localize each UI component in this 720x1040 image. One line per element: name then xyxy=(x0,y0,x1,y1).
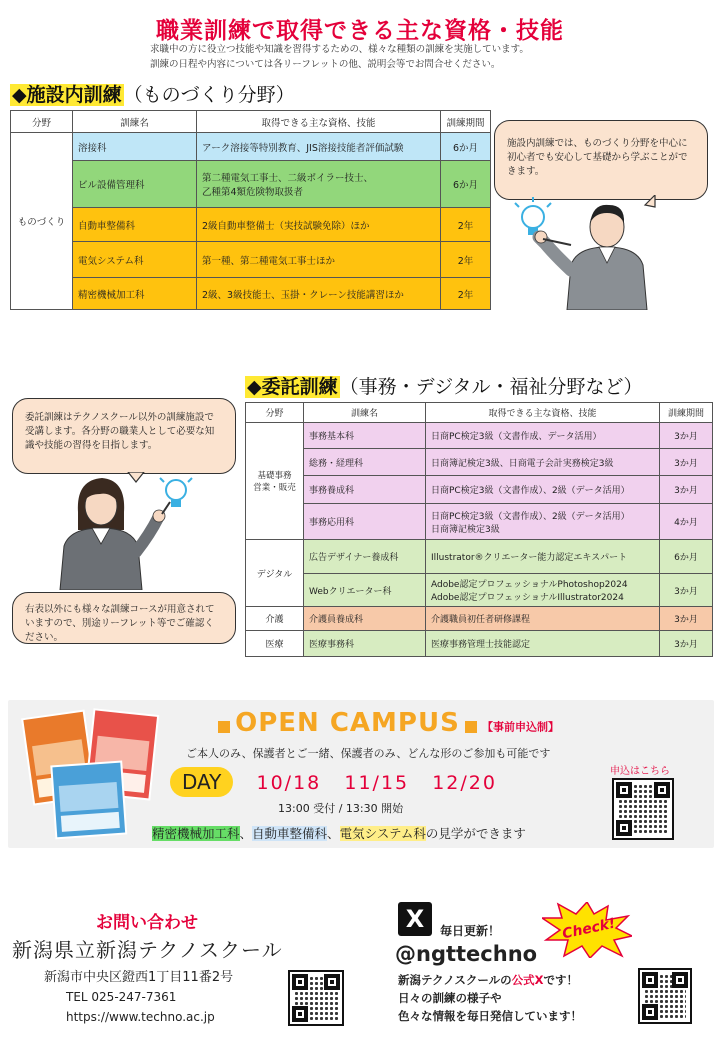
period: 3か月 xyxy=(660,423,713,449)
field-cell: デジタル xyxy=(246,540,304,607)
col-header-period: 訓練期間 xyxy=(660,403,713,423)
period: 3か月 xyxy=(660,607,713,631)
apply-label: 申込はこちら xyxy=(610,766,670,777)
table-row xyxy=(246,423,713,449)
tour-course: 精密機械加工科 xyxy=(152,826,240,841)
event-date: 11/15 xyxy=(344,772,410,794)
qualification-line: 第二種電気工事士、二級ボイラー技士、 xyxy=(202,173,374,184)
period: 6か月 xyxy=(660,540,713,574)
col-header-field: 分野 xyxy=(246,403,304,423)
intro-line-2: 訓練の日程や内容については各リーフレットの他、説明会等でお問合せください。 xyxy=(150,59,501,70)
orange-square-icon xyxy=(465,721,477,733)
table-row xyxy=(11,242,491,278)
table-row xyxy=(246,631,713,657)
section2-bubble-note: 右表以外にも様々な訓練コースが用意されていますので、別途リーフレット等でご確認ください。 xyxy=(25,604,215,643)
qualification: 日商簿記検定3級、日商電子会計実務検定3級 xyxy=(426,449,660,476)
course-name: 介護員養成科 xyxy=(304,607,426,631)
course-name: 電気システム科 xyxy=(73,242,197,278)
x-logo-icon[interactable]: X xyxy=(398,902,432,936)
woman-staff-illustration xyxy=(40,472,240,590)
orange-square-icon xyxy=(218,721,230,733)
tour-separator: 、 xyxy=(327,826,340,841)
section2-heading: ◆委託訓練 xyxy=(247,376,338,398)
sns-line-2: 日々の訓練の様子や xyxy=(398,991,502,1005)
course-name: 事務基本科 xyxy=(304,423,426,449)
period: 3か月 xyxy=(660,449,713,476)
sns-update-label: 毎日更新！ xyxy=(440,924,501,938)
section1-heading: ◆施設内訓練 xyxy=(12,84,122,106)
qualification-line: Adobe認定プロフェッショナルPhotoshop2024 xyxy=(431,580,628,590)
open-campus-heading xyxy=(218,708,559,738)
sns-line-1-post: です！ xyxy=(543,973,578,987)
website-qr-code[interactable] xyxy=(288,970,344,1026)
event-time: 13:00 受付 / 13:30 開始 xyxy=(278,802,404,815)
qualification: 第一種、第二種電気工事士ほか xyxy=(197,242,441,278)
field-cell: ものづくり xyxy=(11,133,73,310)
tour-course: 電気システム科 xyxy=(339,826,426,841)
course-name: Webクリエーター科 xyxy=(304,574,426,607)
qualification xyxy=(426,574,660,607)
x-handle[interactable]: @ngttechno xyxy=(395,942,538,966)
section1-subtitle: （ものづくり分野） xyxy=(123,84,295,106)
course-name: 溶接科 xyxy=(73,133,197,161)
col-header-qualification: 取得できる主な資格、技能 xyxy=(197,111,441,133)
event-date: 10/18 xyxy=(256,772,322,794)
qualification xyxy=(426,504,660,540)
table-row xyxy=(11,278,491,310)
period: 2年 xyxy=(441,278,491,310)
apply-qr-code[interactable] xyxy=(612,778,674,840)
lightbulb-icon xyxy=(160,478,192,507)
qualification: 医療事務管理士技能認定 xyxy=(426,631,660,657)
qualification-line: 日商簿記検定3級 xyxy=(431,524,500,535)
check-badge-text: Check! xyxy=(560,915,617,943)
field-cell: 介護 xyxy=(246,607,304,631)
reservation-tag: 【事前申込制】 xyxy=(481,720,559,734)
event-dates xyxy=(170,770,497,794)
sns-line-1 xyxy=(398,972,578,988)
table-row xyxy=(11,208,491,242)
section2-bubble-text: 委託訓練はテクノスクール以外の訓練施設で受講します。各分野の職業人として必要な知識や技能の習得を目指します。 xyxy=(25,412,215,451)
section2-speech-bubble-bottom xyxy=(12,592,236,644)
course-name: 自動車整備科 xyxy=(73,208,197,242)
open-campus-description: ご本人のみ、保護者とご一緒、保護者のみ、どんな形のご参加も可能です xyxy=(186,747,551,760)
field-cell: 医療 xyxy=(246,631,304,657)
table-row xyxy=(246,476,713,504)
qualification: 日商PC検定3級（文書作成）、2級（データ活用） xyxy=(426,476,660,504)
sns-line-1-em: 公式X xyxy=(511,973,544,987)
section2-speech-bubble-top xyxy=(12,398,236,474)
tour-separator: 、 xyxy=(239,826,253,841)
table-row xyxy=(246,449,713,476)
x-account-qr-code[interactable] xyxy=(638,968,692,1024)
period: 2年 xyxy=(441,242,491,278)
open-campus-title: OPEN CAMPUS xyxy=(235,708,460,738)
qualification-line: 日商PC検定3級（文書作成）、2級（データ活用） xyxy=(431,511,630,522)
sns-line-1-pre: 新潟テクノスクールの xyxy=(398,973,512,987)
field-cell: 基礎事務 営業・販売 xyxy=(246,423,304,540)
section1-speech-bubble xyxy=(494,120,708,200)
period: 6か月 xyxy=(441,161,491,208)
qualification: Illustrator®クリエーター能力認定エキスパート xyxy=(426,540,660,574)
table-row xyxy=(246,540,713,574)
section1-bubble-text: 施設内訓練では、ものづくり分野を中心に初心者でも安心して基礎から学ぶことができます。 xyxy=(507,138,688,177)
col-header-qualification: 取得できる主な資格、技能 xyxy=(426,403,660,423)
course-name: 医療事務科 xyxy=(304,631,426,657)
school-tel: TEL 025-247-7361 xyxy=(66,990,177,1004)
table-row xyxy=(246,607,713,631)
period: 6か月 xyxy=(441,133,491,161)
section2-table xyxy=(245,402,713,657)
intro-line-1: 求職中の方に役立つ技能や知識を習得するための、様々な種類の訓練を実施しています。 xyxy=(150,44,529,55)
day-label: DAY xyxy=(170,767,233,797)
period: 3か月 xyxy=(660,631,713,657)
col-header-course: 訓練名 xyxy=(304,403,426,423)
col-header-period: 訓練期間 xyxy=(441,111,491,133)
school-name: 新潟県立新潟テクノスクール xyxy=(12,938,283,962)
qualification xyxy=(197,161,441,208)
page-title: 職業訓練で取得できる主な資格・技能 xyxy=(156,18,564,44)
course-name: 精密機械加工科 xyxy=(73,278,197,310)
table-row xyxy=(246,504,713,540)
section1-title xyxy=(10,80,295,107)
tour-info xyxy=(152,824,526,842)
school-url[interactable]: https://www.techno.ac.jp xyxy=(66,1010,215,1024)
course-name: 広告デザイナー養成科 xyxy=(304,540,426,574)
lightbulb-icon xyxy=(515,197,551,235)
qualification: 2級、3級技能士、玉掛・クレーン技能講習ほか xyxy=(197,278,441,310)
course-name: ビル設備管理科 xyxy=(73,161,197,208)
period: 3か月 xyxy=(660,476,713,504)
section1-table xyxy=(10,110,491,310)
table-row xyxy=(11,161,491,208)
leaflet-photos-image xyxy=(18,708,166,840)
col-header-course: 訓練名 xyxy=(73,111,197,133)
qualification: 日商PC検定3級（文書作成、データ活用） xyxy=(426,423,660,449)
qualification: 2級自動車整備士（実技試験免除）ほか xyxy=(197,208,441,242)
school-address: 新潟市中央区鐙西1丁目11番2号 xyxy=(44,970,234,985)
period: 2年 xyxy=(441,208,491,242)
course-name: 総務・経理科 xyxy=(304,449,426,476)
qualification-line: Adobe認定プロフェッショナルIllustrator2024 xyxy=(431,593,624,603)
sns-line-3: 色々な情報を毎日発信しています！ xyxy=(398,1009,582,1023)
period: 3か月 xyxy=(660,574,713,607)
qualification: アーク溶接等特別教育、JIS溶接技能者評価試験 xyxy=(197,133,441,161)
event-date: 12/20 xyxy=(432,772,497,794)
man-teacher-illustration xyxy=(505,195,710,310)
contact-heading: お問い合わせ xyxy=(96,913,198,933)
table-row xyxy=(11,133,491,161)
col-header-field: 分野 xyxy=(11,111,73,133)
table-row xyxy=(246,574,713,607)
tour-suffix: の見学ができます xyxy=(425,826,526,841)
qualification-line: 乙種第4類危険物取扱者 xyxy=(202,187,304,198)
section2-title xyxy=(245,372,643,399)
tour-course: 自動車整備科 xyxy=(252,826,328,841)
course-name: 事務養成科 xyxy=(304,476,426,504)
period: 4か月 xyxy=(660,504,713,540)
section2-subtitle: （事務・デジタル・福祉分野など） xyxy=(339,376,643,398)
course-name: 事務応用科 xyxy=(304,504,426,540)
qualification: 介護職員初任者研修課程 xyxy=(426,607,660,631)
